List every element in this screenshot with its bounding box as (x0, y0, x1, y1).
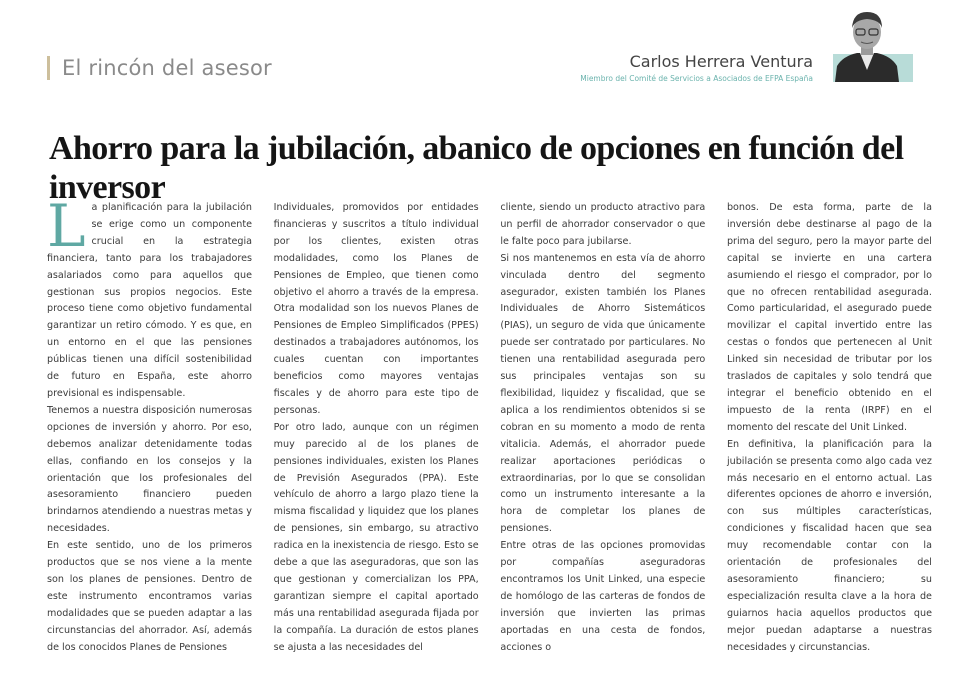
author-portrait-icon (833, 6, 901, 82)
article-column-1 (47, 192, 252, 660)
paragraph: Entre otras de las opciones promovidas por compañías aseguradoras encontramos los Unit Linked, una especie de homólogo de las carteras de fondos de inversión que invierten las primas aportadas en una cesta de fondos, acciones o (500, 540, 706, 653)
article-headline: Ahorro para la jubilación, abanico de opciones en función del inversor (49, 129, 904, 206)
author-photo (833, 6, 913, 82)
section-tag (47, 56, 272, 80)
section-label: El rincón del asesor (62, 56, 272, 80)
paragraph: Tenemos a nuestra disposición numerosas opciones de inversión y ahorro. Por eso, debemos analizar detenidamente todas ellas, confiando en los consejos y la orientación que los profesionales del asesoramiento financiero pueden brindarnos atendiendo a nuestras metas y necesidades. (47, 404, 252, 535)
paragraph: La planificación para la jubilación se erige como un componente crucial en la estrategia financiera, tanto para los trabajadores asalariados como para aquellos que gestionan sus propios negocios. Este proceso tiene como objetivo fundamental garantizar un retiro cómodo. Y es que, en un entorno en el que las pensiones públicas tienen una difícil sostenibilidad de futuro en España, este ahorro previsional es indispensable. (47, 192, 252, 399)
paragraph: En este sentido, uno de los primeros productos que se nos viene a la mente son los planes de pensiones. Dentro de este instrumento encontramos varias modalidades que se pueden adaptar a las circunstancias del ahorrador. Así, además de los conocidos Planes de Pensiones (47, 540, 252, 653)
author-name: Carlos Herrera Ventura (629, 52, 813, 71)
article-column-4 (727, 200, 932, 660)
section-accent-bar (47, 56, 50, 80)
article-body (47, 192, 932, 660)
paragraph: Individuales, promovidos por entidades financieras y suscritos a título individual por los clientes, existen otras modalidades, como los Planes de Pensiones de Empleo, que tienen como objetivo el ahorro a través de la empresa. Otra modalidad son los nuevos Planes de Pensiones de Empleo Simplificados (PPES) destinados a trabajadores autónomos, los cuales cuentan con importantes beneficios como mayores ventajas fiscales y de ahorro para este tipo de personas. (273, 202, 479, 416)
paragraph: cliente, siendo un producto atractivo para un perfil de ahorrador conservador o que le falte poco para jubilarse. (500, 202, 706, 247)
paragraph: En definitiva, la planificación para la jubilación se presenta como algo cada vez más necesario en el entorno actual. Las diferentes opciones de ahorro e inversión, con sus múltiples características, condiciones y fiscalidad hacen que sea muy recomendable contar con la orientación de profesionales del asesoramiento financiero; su especialización resulta clave a la hora de guiarnos hacia aquellos productos que mejor puedan adaptarse a nuestras necesidades y circunstancias. (726, 438, 932, 653)
author-role: Miembro del Comité de Servicios a Asociados de EFPA España (580, 74, 813, 83)
paragraph: bonos. De esta forma, parte de la inversión debe destinarse al pago de la prima del seguro, pero la mayor parte del capital se invierte en una cartera asumiendo el riesgo el comprador, por lo que no ofrecen rentabilidad asegurada. Como particularidad, el asegurado puede movilizar el capital invertido entre las cestas o fondos que pertenecen al Unit Linked sin necesidad de tributar por los traslados de capitales y solo tendrá que integrar el beneficio obtenido en el impuesto de la renta (IRPF) en el momento del rescate del Unit Linked. (726, 202, 932, 433)
article-column-3 (500, 200, 705, 660)
paragraph: Por otro lado, aunque con un régimen muy parecido al de los planes de pensiones individuales, existen los Planes de Previsión Asegurados (PPA). Este vehículo de ahorro a largo plazo tiene la misma fiscalidad y liquidez que los planes de pensiones, sin embargo, su atractivo radica en la inexistencia de riesgo. Esto se debe a que las aseguradoras, que son las que gestionan y comercializan los PPA, garantizan siempre el capital aportado más una rentabilidad asegurada fijada por la compañía. La duración de estos planes se ajusta a las necesidades del (273, 421, 479, 653)
paragraph: Si nos mantenemos en esta vía de ahorro vinculada dentro del segmento asegurador, existen también los Planes Individuales de Ahorro Sistemáticos (PIAS), un seguro de vida que únicamente puede ser contratado por particulares. No tienen una rentabilidad asegurada pero sus principales ventajas son su flexibilidad, liquidez y fiscalidad, que se aplica a los rendimientos obtenidos si se cobran en su momento a modo de renta vitalicia. Además, el ahorrador puede realizar aportaciones periódicas o extraordinarias, por lo que se consolidan como un instrumento interesante a la hora de completar los planes de pensiones. (500, 252, 706, 535)
author-byline (580, 52, 813, 83)
drop-cap: L (47, 192, 86, 260)
article-column-2 (274, 200, 479, 660)
